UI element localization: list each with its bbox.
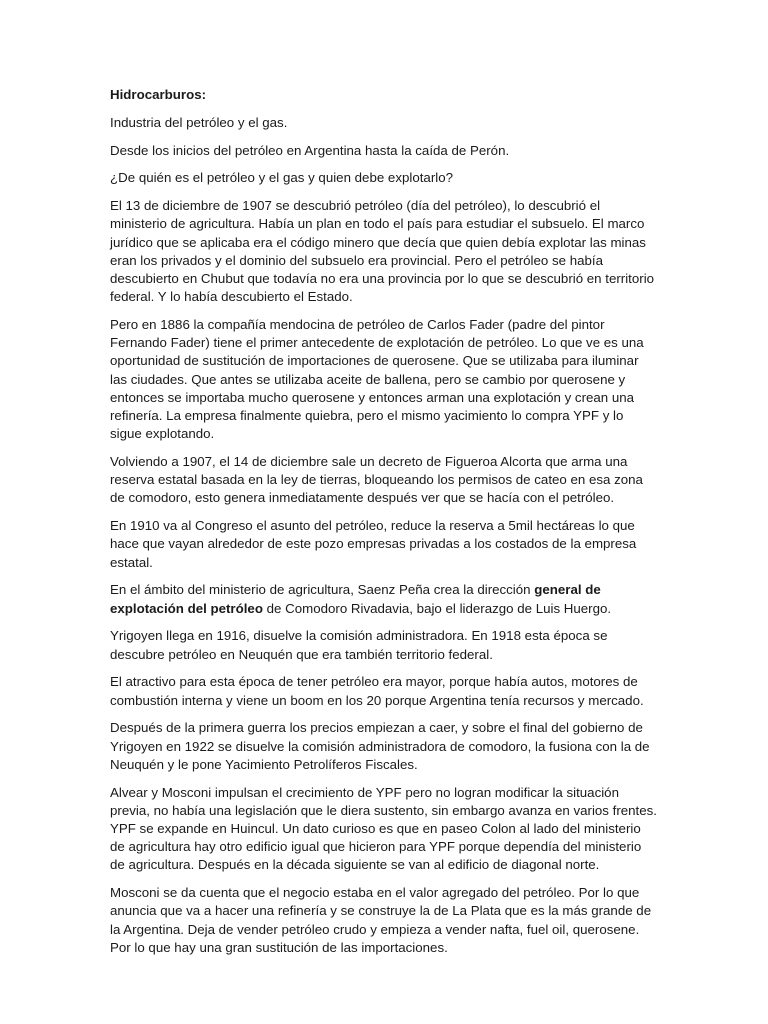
- paragraph-1907-decree: Volviendo a 1907, el 14 de diciembre sale un decreto de Figueroa Alcorta que arma una reserva estatal basada en la ley de tierras, bloqueando los permisos de cateo en esa zona de comodoro, esto genera inmediatamente después ver que se hacía con el petróleo.: [110, 454, 643, 506]
- paragraph-1886-fader: Pero en 1886 la compañía mendocina de petróleo de Carlos Fader (padre del pintor Fernando Fader) tiene el primer antecedente de explotación de petróleo. Lo que ve es una oportunidad de sustitución de importaciones de querosene. Que se utilizaba para iluminar las ciudades. Que antes se utilizaba aceite de ballena, pero se cambio por querosene y entonces se importaba mucho querosene y entonces arman una explotación y crean una refinería. La empresa finalmente quiebra, pero el mismo yacimiento lo compra YPF y lo sigue explotando.: [110, 317, 644, 442]
- paragraph-question: ¿De quién es el petróleo y el gas y quien debe explotarlo?: [110, 170, 453, 186]
- paragraph-attraction: El atractivo para esta época de tener petróleo era mayor, porque había autos, motores de combustión interna y viene un boom en los 20 porque Argentina tenía recursos y mercado.: [110, 674, 644, 708]
- document-heading: Hidrocarburos:: [110, 87, 207, 102]
- paragraph-scope: Desde los inicios del petróleo en Argentina hasta la caída de Perón.: [110, 142, 510, 158]
- paragraph-text: En el ámbito del ministerio de agricultura, Saenz Peña crea la dirección: [110, 582, 535, 598]
- paragraph-subtitle: Industria del petróleo y el gas.: [110, 114, 288, 130]
- paragraph-postwar: Después de la primera guerra los precios empiezan a caer, y sobre el final del gobierno de Yrigoyen en 1922 se disuelve la comisión administradora de comodoro, la fusiona con la de Neuquén y le pone Yacimiento Petrolíferos Fiscales.: [110, 720, 650, 772]
- paragraph-text: de Comodoro Rivadavia, bajo el liderazgo de Luis Huergo.: [262, 600, 612, 616]
- paragraph-saenz-pena: [110, 581, 658, 617]
- paragraph-1910-congress: En 1910 va al Congreso el asunto del petróleo, reduce la reserva a 5mil hectáreas lo que hace que vayan alrededor de este pozo empresas privadas a los costados de la empresa estatal.: [110, 518, 637, 570]
- paragraph-refinery: Mosconi se da cuenta que el negocio estaba en el valor agregado del petróleo. Por lo que anuncia que va a hacer una refinería y se construye la de La Plata que es la más grande de la Argentina. Deja de vender petróleo crudo y empieza a vender nafta, fuel oil, querosene. Por lo que hay una gran sustitución de las importaciones.: [110, 885, 652, 955]
- paragraph-bold-text: general de explotación del petróleo: [110, 582, 601, 616]
- paragraph-1907-discovery: El 13 de diciembre de 1907 se descubrió petróleo (día del petróleo), lo descubrió el ministerio de agricultura. Había un plan en todo el país para estudiar el subsuelo. El marco jurídico que se aplicaba era el código minero que decía que quien debía explotar las minas eran los privados y el dominio del subsuelo era provincial. Pero el petróleo se había descubierto en Chubut que todavía no era una provincia por lo que se descubrió en territorio federal. Y lo había descubierto el Estado.: [110, 198, 655, 305]
- paragraph-yrigoyen-1916: Yrigoyen llega en 1916, disuelve la comisión administradora. En 1918 esta época se descubre petróleo en Neuquén que era también territorio federal.: [110, 628, 608, 662]
- paragraph-alvear-mosconi: Alvear y Mosconi impulsan el crecimiento de YPF pero no logran modificar la situación previa, no había una legislación que le diera sustento, sin embargo avanza en varios frentes. YPF se expande en Huincul. Un dato curioso es que en paseo Colon al lado del ministerio de agricultura hay otro edificio igual que hicieron para YPF porque dependía del ministerio de agricultura. Después en la década siguiente se van al edificio de diagonal norte.: [110, 784, 657, 873]
- document-page: [110, 86, 658, 967]
